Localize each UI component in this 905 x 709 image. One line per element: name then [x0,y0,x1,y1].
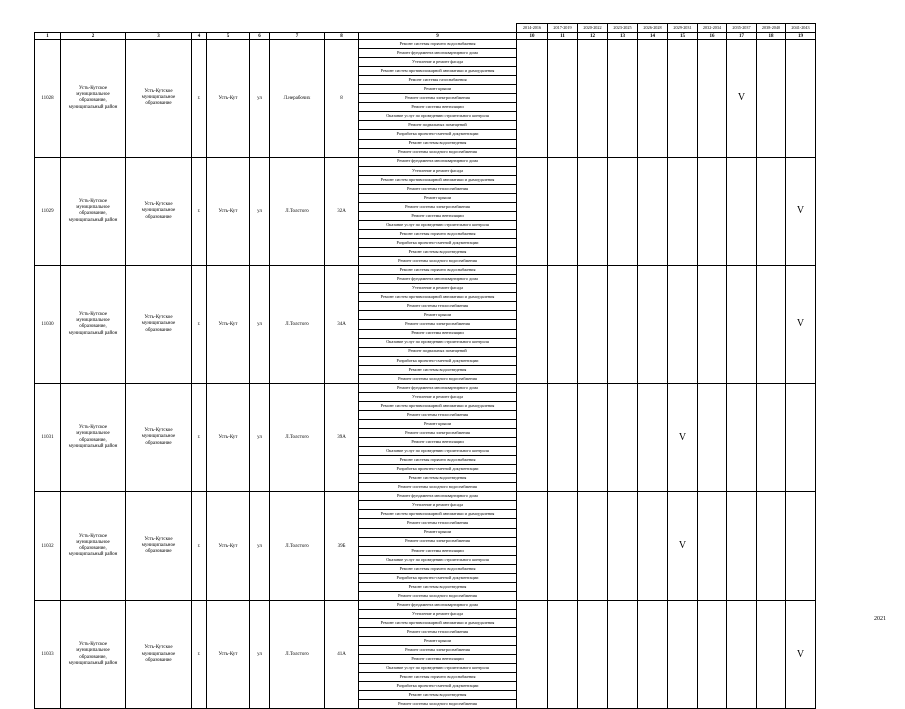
work-item-cell: Ремонт системы электроснабжения [359,646,517,655]
district-cell: Усть-Кутское муниципальное образование, муниципальный район [61,40,126,158]
locality-cell: Усть-Кут [207,600,250,709]
period-cell [608,492,638,601]
work-item-cell: Ремонт подвальных помещений [359,121,517,130]
work-item-cell: Разработка проектно-сметной документации [359,573,517,582]
period-cell [638,40,668,158]
work-item-cell: Ремонт системы вентиляции [359,211,517,220]
locality-type-cell: г. [192,40,207,158]
work-item-cell: Утепление и ремонт фасада [359,58,517,67]
work-item-cell: Ремонт системы холодного водоснабжения [359,700,517,709]
period-cell [786,40,816,158]
column-number: 1 [35,33,61,40]
row-id-cell: 11029 [35,157,61,266]
work-item-cell: Ремонт системы вентиляции [359,329,517,338]
period-mark-cell: V [668,383,698,492]
work-item-cell: Ремонт крыши [359,637,517,646]
work-item-cell: Ремонт системы горячего водоснабжения [359,229,517,238]
column-number: 10 [517,33,548,40]
work-item-cell: Ремонт фундамента многоквартирного дома [359,157,517,166]
work-item-cell: Ремонт крыши [359,311,517,320]
period-mark-cell: V [786,600,816,709]
work-item-cell: Ремонт системы водоотведения [359,582,517,591]
work-item-cell: Утепление и ремонт фасада [359,609,517,618]
period-header: 2014-2016 [517,24,548,33]
period-cell [668,600,698,709]
column-number-row [35,33,816,40]
period-cell [517,492,548,601]
column-number: 14 [638,33,668,40]
work-item-cell: Оказание услуг по проведению строительного контроля [359,447,517,456]
period-cell [638,600,668,709]
period-cell [517,40,548,158]
work-item-cell: Ремонт системы водоотведения [359,365,517,374]
period-cell [727,600,757,709]
municipality-cell: Усть-Кутское муниципальное образование [126,492,192,601]
period-header: 2041-2043 [786,24,816,33]
period-cell [608,600,638,709]
period-mark-cell: V [786,266,816,384]
period-cell [786,383,816,492]
table-row [35,600,816,609]
work-item-cell: Ремонт системы водоотведения [359,691,517,700]
period-header: 2017-2019 [548,24,578,33]
locality-cell: Усть-Кут [207,383,250,492]
period-mark-cell: V [727,40,757,158]
work-item-cell: Разработка проектно-сметной документации [359,682,517,691]
period-cell [698,492,727,601]
period-cell [548,383,578,492]
period-cell [757,266,786,384]
work-item-cell: Ремонт системы газоснабжения [359,76,517,85]
work-item-cell: Ремонт крыши [359,528,517,537]
column-number: 16 [698,33,727,40]
work-item-cell: Ремонт системы холодного водоснабжения [359,374,517,383]
work-item-cell: Разработка проектно-сметной документации [359,130,517,139]
work-item-cell: Разработка проектно-сметной документации [359,356,517,365]
house-cell: 41А [325,600,359,709]
work-item-cell: Ремонт крыши [359,85,517,94]
street-type-cell: ул [250,383,270,492]
municipality-cell: Усть-Кутское муниципальное образование [126,266,192,384]
work-item-cell: Оказание услуг по проведению строительного контроля [359,220,517,229]
period-cell [517,600,548,709]
column-number: 5 [207,33,250,40]
period-cell [608,157,638,266]
column-number: 19 [786,33,816,40]
work-item-cell: Ремонт системы теплоснабжения [359,410,517,419]
period-cell [786,492,816,601]
locality-type-cell: г. [192,600,207,709]
house-cell: 34А [325,266,359,384]
period-cell [578,383,608,492]
period-cell [548,40,578,158]
work-item-cell: Ремонт системы электроснабжения [359,429,517,438]
work-item-cell: Оказание услуг по проведению строительного контроля [359,664,517,673]
locality-type-cell: г. [192,157,207,266]
period-cell [727,383,757,492]
street-type-cell: ул [250,266,270,384]
work-item-cell: Ремонт системы теплоснабжения [359,628,517,637]
period-cell [578,600,608,709]
period-cell [698,383,727,492]
work-item-cell: Ремонт системы теплоснабжения [359,302,517,311]
street-type-cell: ул [250,157,270,266]
work-item-cell: Оказание услуг по проведению строительного контроля [359,112,517,121]
period-cell [548,266,578,384]
district-cell: Усть-Кутское муниципальное образование, муниципальный район [61,600,126,709]
period-cell [548,157,578,266]
locality-type-cell: г. [192,383,207,492]
work-item-cell: Утепление и ремонт фасада [359,501,517,510]
work-item-cell: Оказание услуг по проведению строительного контроля [359,338,517,347]
column-number: 15 [668,33,698,40]
work-item-cell: Ремонт системы электроснабжения [359,537,517,546]
period-header: 2020-2022 [578,24,608,33]
locality-cell: Усть-Кут [207,266,250,384]
work-item-cell: Ремонт фундамента многоквартирного дома [359,383,517,392]
street-cell: Л.Толстого [270,600,325,709]
house-cell: 32А [325,157,359,266]
period-cell [517,266,548,384]
work-item-cell: Ремонт системы электроснабжения [359,320,517,329]
period-cell [698,266,727,384]
period-cell [698,600,727,709]
page-number: 2021 [874,616,886,622]
column-number: 8 [325,33,359,40]
table-row [35,492,816,501]
column-number: 4 [192,33,207,40]
municipality-cell: Усть-Кутское муниципальное образование [126,600,192,709]
work-item-cell: Ремонт системы горячего водоснабжения [359,564,517,573]
column-number: 13 [608,33,638,40]
table-row [35,40,816,49]
street-type-cell: ул [250,492,270,601]
period-cell [757,492,786,601]
period-mark-cell: V [786,157,816,266]
locality-cell: Усть-Кут [207,157,250,266]
work-item-cell: Утепление и ремонт фасада [359,284,517,293]
work-item-cell: Ремонт системы вентиляции [359,546,517,555]
work-item-cell: Ремонт системы электроснабжения [359,202,517,211]
district-cell: Усть-Кутское муниципальное образование, муниципальный район [61,383,126,492]
locality-cell: Усть-Кут [207,40,250,158]
column-number: 17 [727,33,757,40]
work-item-cell: Ремонт системы водоотведения [359,474,517,483]
repair-schedule-table [34,23,816,709]
row-id-cell: 11032 [35,492,61,601]
period-cell [757,40,786,158]
work-item-cell: Оказание услуг по проведению строительного контроля [359,555,517,564]
period-cell [638,383,668,492]
work-item-cell: Ремонт системы холодного водоснабжения [359,257,517,266]
work-item-cell: Разработка проектно-сметной документации [359,465,517,474]
period-cell [757,383,786,492]
column-number: 11 [548,33,578,40]
period-cell [668,157,698,266]
work-item-cell: Ремонт системы вентиляции [359,103,517,112]
row-id-cell: 11031 [35,383,61,492]
column-number: 6 [250,33,270,40]
work-item-cell: Ремонт системы горячего водоснабжения [359,456,517,465]
work-item-cell: Разработка проектно-сметной документации [359,239,517,248]
row-id-cell: 11033 [35,600,61,709]
period-header: 2038-2040 [757,24,786,33]
period-cell [638,492,668,601]
district-cell: Усть-Кутское муниципальное образование, муниципальный район [61,157,126,266]
street-cell: Л.Толстого [270,492,325,601]
street-cell: Л.Толстого [270,157,325,266]
house-cell: 39Б [325,492,359,601]
work-item-cell: Ремонт систем противопожарной автоматики и дымоудаления [359,293,517,302]
work-item-cell: Ремонт фундамента многоквартирного дома [359,275,517,284]
work-item-cell: Ремонт систем противопожарной автоматики и дымоудаления [359,619,517,628]
work-item-cell: Ремонт крыши [359,419,517,428]
period-cell [668,40,698,158]
row-id-cell: 11030 [35,266,61,384]
work-item-cell: Ремонт системы теплоснабжения [359,519,517,528]
street-cell: Л.Толстого [270,266,325,384]
work-item-cell: Ремонт системы горячего водоснабжения [359,266,517,275]
table-row [35,266,816,275]
work-item-cell: Ремонт системы теплоснабжения [359,184,517,193]
work-item-cell: Ремонт системы вентиляции [359,438,517,447]
work-item-cell: Ремонт системы холодного водоснабжения [359,148,517,157]
period-cell [578,266,608,384]
work-item-cell: Ремонт фундамента многоквартирного дома [359,600,517,609]
period-cell [608,383,638,492]
period-cell [578,492,608,601]
period-header: 2032-2034 [698,24,727,33]
work-item-cell: Ремонт подвальных помещений [359,347,517,356]
municipality-cell: Усть-Кутское муниципальное образование [126,383,192,492]
column-number: 2 [61,33,126,40]
period-cell [548,600,578,709]
period-cell [517,383,548,492]
column-number: 7 [270,33,325,40]
period-cell [548,492,578,601]
work-item-cell: Ремонт системы вентиляции [359,655,517,664]
street-cell: Л.Толстого [270,383,325,492]
column-number: 9 [359,33,517,40]
street-cell: Л.нерабочих [270,40,325,158]
period-mark-cell: V [668,492,698,601]
locality-cell: Усть-Кут [207,492,250,601]
period-cell [757,157,786,266]
period-cell [517,157,548,266]
work-item-cell: Ремонт системы горячего водоснабжения [359,673,517,682]
period-cell [727,266,757,384]
period-cell [638,266,668,384]
work-item-cell: Ремонт системы электроснабжения [359,94,517,103]
house-cell: 8 [325,40,359,158]
street-type-cell: ул [250,600,270,709]
period-cell [727,157,757,266]
row-id-cell: 11028 [35,40,61,158]
work-item-cell: Ремонт системы горячего водоснабжения [359,40,517,49]
table-row [35,383,816,392]
work-item-cell: Ремонт системы холодного водоснабжения [359,591,517,600]
work-item-cell: Ремонт фундамента многоквартирного дома [359,492,517,501]
district-cell: Усть-Кутское муниципальное образование, муниципальный район [61,266,126,384]
period-cell [638,157,668,266]
work-item-cell: Ремонт крыши [359,193,517,202]
period-cell [698,40,727,158]
work-item-cell: Ремонт систем противопожарной автоматики и дымоудаления [359,67,517,76]
municipality-cell: Усть-Кутское муниципальное образование [126,40,192,158]
period-cell [698,157,727,266]
period-cell [727,492,757,601]
municipality-cell: Усть-Кутское муниципальное образование [126,157,192,266]
work-item-cell: Ремонт систем противопожарной автоматики и дымоудаления [359,175,517,184]
work-item-cell: Утепление и ремонт фасада [359,392,517,401]
work-item-cell: Ремонт системы водоотведения [359,139,517,148]
period-header-row [35,24,816,33]
work-item-cell: Ремонт систем противопожарной автоматики и дымоудаления [359,510,517,519]
period-cell [757,600,786,709]
column-number: 3 [126,33,192,40]
house-cell: 39А [325,383,359,492]
period-cell [578,40,608,158]
work-item-cell: Утепление и ремонт фасада [359,166,517,175]
column-number: 12 [578,33,608,40]
register-document [34,23,816,709]
locality-type-cell: г. [192,492,207,601]
table-row [35,157,816,166]
district-cell: Усть-Кутское муниципальное образование, муниципальный район [61,492,126,601]
work-item-cell: Ремонт систем противопожарной автоматики и дымоудаления [359,401,517,410]
locality-type-cell: г. [192,266,207,384]
period-cell [608,40,638,158]
column-number: 18 [757,33,786,40]
period-header: 2029-2031 [668,24,698,33]
period-cell [608,266,638,384]
work-item-cell: Ремонт фундамента многоквартирного дома [359,49,517,58]
period-cell [578,157,608,266]
period-header: 2035-2037 [727,24,757,33]
period-header: 2026-2028 [638,24,668,33]
period-header: 2023-2025 [608,24,638,33]
street-type-cell: ул [250,40,270,158]
work-item-cell: Ремонт системы холодного водоснабжения [359,483,517,492]
work-item-cell: Ремонт системы водоотведения [359,248,517,257]
period-cell [668,266,698,384]
